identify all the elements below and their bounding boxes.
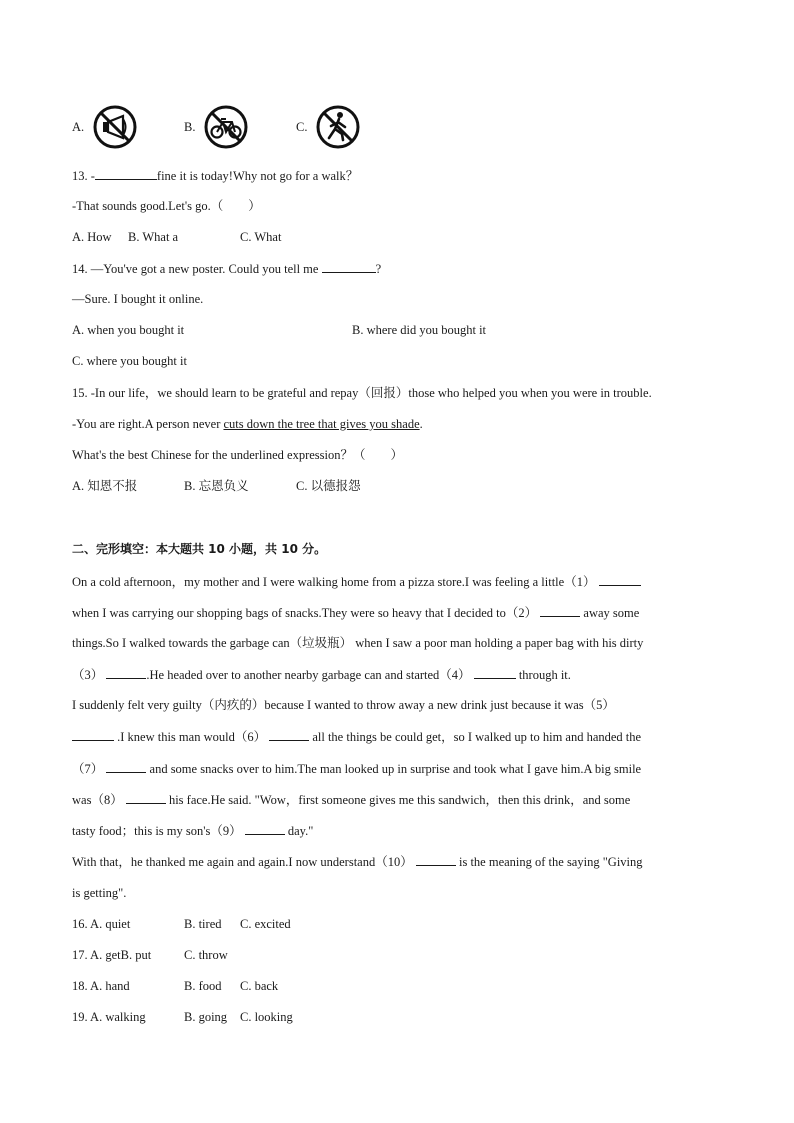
passage-text: his face.He said. "Wow，first someone gives me this sandwich，then this drink，and some xyxy=(168,793,631,807)
question-14-reply: —Sure. I bought it online. xyxy=(72,292,204,306)
reply-period: . xyxy=(419,417,423,431)
passage-text: tasty food；this is my son's（9） xyxy=(72,824,242,838)
option-c: C. where you bought it xyxy=(72,354,187,368)
option-c: C. excited xyxy=(240,917,291,931)
option-b: B. 忘恩负义 xyxy=(184,479,249,493)
passage-line: is getting". xyxy=(72,886,127,900)
option-a: A. How xyxy=(72,230,112,244)
question-13-stem: 13. - xyxy=(72,169,95,183)
question-14-stem-rest: ? xyxy=(375,262,382,276)
option-a: 17. A. getB. put xyxy=(72,948,152,962)
passage-text: is the meaning of the saying "Giving xyxy=(458,855,643,869)
option-c xyxy=(296,104,361,150)
answer-blank xyxy=(245,822,285,835)
answer-blank xyxy=(126,791,166,804)
passage-line xyxy=(72,853,643,870)
passage-line: things.So I walked towards the garbage can（垃圾瓶） when I saw a poor man holding a paper bag with his dirty xyxy=(72,636,644,650)
option-b: B. tired xyxy=(184,917,222,931)
passage-text: .He headed over to another nearby garbage can and started（4） xyxy=(146,668,471,682)
option-a: 16. A. quiet xyxy=(72,917,131,931)
answer-option-row xyxy=(72,947,228,963)
question-15-prompt: What's the best Chinese for the underlined expression？（ ） xyxy=(72,448,403,462)
question-14 xyxy=(72,260,381,277)
option-c: C. looking xyxy=(240,1010,293,1024)
passage-text: through it. xyxy=(518,668,571,682)
no-bicycle-sign-icon xyxy=(203,104,249,150)
passage-line xyxy=(72,666,571,683)
option-label: A. xyxy=(72,119,85,134)
passage-line: I suddenly felt very guilty（内疚的）because I wanted to throw away a new drink just because it was（5） xyxy=(72,698,615,712)
answer-blank xyxy=(599,573,641,586)
question-13-options xyxy=(72,229,282,245)
reply-text: -You are right.A person never xyxy=(72,417,224,431)
passage-text: away some xyxy=(583,606,640,620)
answer-option-row xyxy=(72,916,291,932)
question-14-stem: 14. —You've got a new poster. Could you tell me xyxy=(72,262,319,276)
option-a: 19. A. walking xyxy=(72,1010,146,1024)
no-horn-sign-icon xyxy=(92,104,138,150)
passage-text: .I knew this man would（6） xyxy=(117,730,267,744)
answer-blank xyxy=(474,666,516,679)
option-a: A. when you bought it xyxy=(72,323,185,337)
question-15-stem: 15. -In our life，we should learn to be grateful and repay（回报）those who helped you when you were in trouble. xyxy=(72,386,652,400)
question-13 xyxy=(72,167,358,184)
passage-text: With that，he thanked me again and again.I now understand（10） xyxy=(72,855,413,869)
passage-text: was（8） xyxy=(72,793,123,807)
answer-blank xyxy=(322,260,376,273)
question-14-options-row1 xyxy=(72,322,487,338)
question-15-options xyxy=(72,478,361,494)
option-b: B. going xyxy=(184,1010,228,1024)
section-heading: 二、完形填空：本大题共 10 小题，共 10 分。 xyxy=(72,542,327,556)
answer-blank xyxy=(106,666,146,679)
passage-text: when I was carrying our shopping bags of snacks.They were so heavy that I decided to（2） xyxy=(72,606,538,620)
answer-option-row xyxy=(72,1009,293,1025)
option-c: C. back xyxy=(240,979,279,993)
answer-blank xyxy=(416,853,456,866)
passage-line xyxy=(72,604,639,621)
option-c: C. 以德报怨 xyxy=(296,479,361,493)
passage-line xyxy=(72,728,641,745)
option-b: B. food xyxy=(184,979,222,993)
passage-line xyxy=(72,760,641,777)
passage-text: On a cold afternoon，my mother and I were walking home from a pizza store.I was feeling a little（1） xyxy=(72,575,596,589)
question-15-reply xyxy=(72,416,423,432)
option-c: C. What xyxy=(240,230,282,244)
question-13-stem-rest: fine it is today!Why not go for a walk？ xyxy=(156,169,359,183)
option-label: B. xyxy=(184,119,196,134)
option-b: B. What a xyxy=(128,230,179,244)
passage-line xyxy=(72,791,630,808)
no-pedestrian-sign-icon xyxy=(315,104,361,150)
answer-blank xyxy=(540,604,580,617)
underlined-expression: cuts down the tree that gives you shade xyxy=(223,417,420,431)
option-a xyxy=(72,104,138,150)
passage-text: and some snacks over to him.The man looked up in surprise and took what I gave him.A big smile xyxy=(149,762,642,776)
option-b xyxy=(184,104,249,150)
answer-blank xyxy=(106,760,146,773)
option-b: B. where did you bought it xyxy=(352,323,487,337)
answer-option-row xyxy=(72,978,279,994)
passage-text: （3） xyxy=(72,668,104,682)
passage-text: all the things be could get，so I walked up to him and handed the xyxy=(312,730,642,744)
passage-text: （7） xyxy=(72,762,104,776)
passage-line xyxy=(72,573,641,590)
passage-line xyxy=(72,822,313,839)
option-label: C. xyxy=(296,119,308,134)
passage-text: day." xyxy=(287,824,314,838)
option-a: 18. A. hand xyxy=(72,979,130,993)
option-a: A. 知恩不报 xyxy=(72,479,138,493)
answer-blank xyxy=(72,728,114,741)
answer-blank xyxy=(95,167,157,180)
question-13-reply: -That sounds good.Let's go.（ ） xyxy=(72,199,261,213)
option-c: C. throw xyxy=(184,948,228,962)
answer-blank xyxy=(269,728,309,741)
